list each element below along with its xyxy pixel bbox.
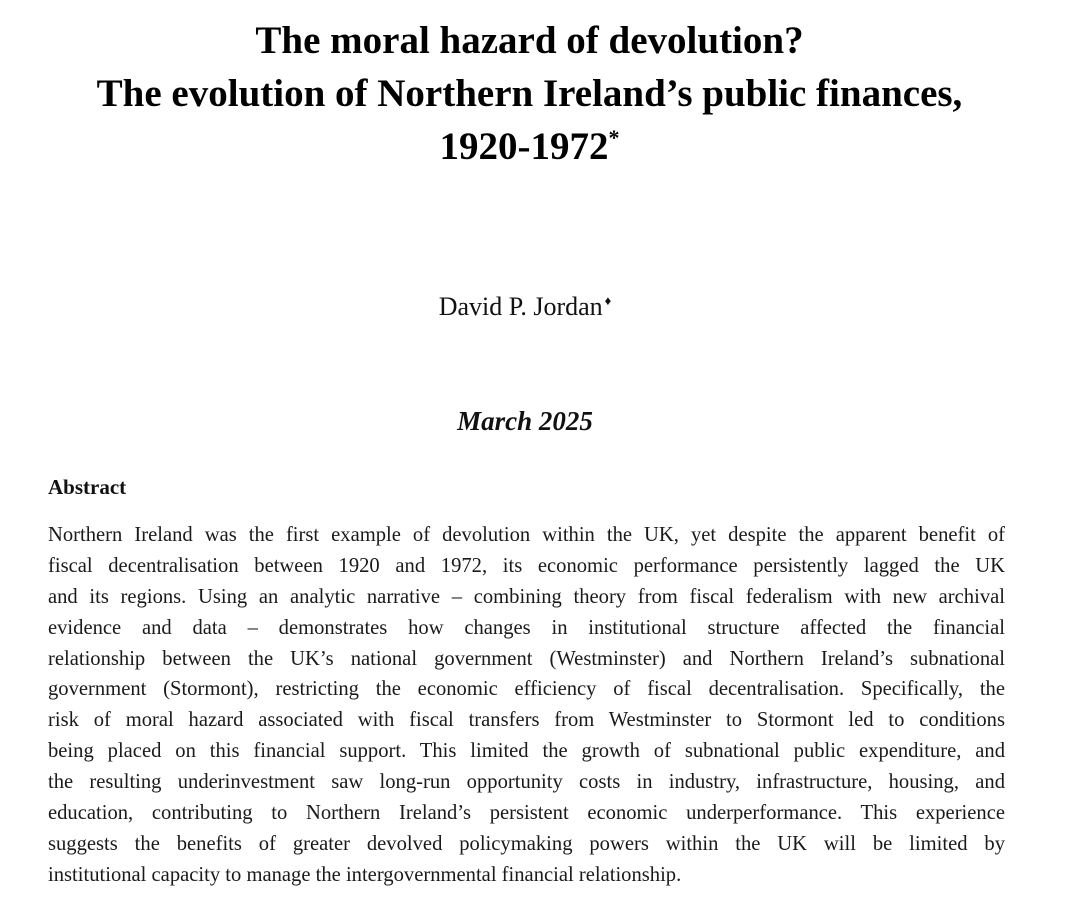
publication-date: March 2025 [457, 406, 593, 436]
abstract-line: being placed on this financial support. This limited the growth of subnational public expenditure, and [48, 740, 1005, 763]
abstract-line: education, contributing to Northern Ireland’s persistent economic underperformance. This experience [48, 802, 1005, 825]
author-name [0, 290, 1050, 324]
title-line-3 [0, 120, 1059, 173]
title-line-1: The moral hazard of devolution? [255, 19, 804, 62]
title-line-2: The evolution of Northern Ireland’s public finances, [96, 72, 963, 115]
author-footnote-marker[interactable]: ♦ [604, 293, 612, 309]
abstract-line: Northern Ireland was the first example of devolution within the UK, yet despite the apparent benefit of [48, 524, 1005, 546]
title-footnote-marker[interactable]: * [608, 125, 620, 150]
abstract-line: and its regions. Using an analytic narrative – combining theory from fiscal federalism with new archival [48, 585, 1005, 608]
abstract-line: relationship between the UK’s national government (Westminster) and Northern Ireland’s subnational [48, 647, 1005, 670]
author-name-text: David P. Jordan [438, 292, 603, 321]
abstract-line-last: institutional capacity to manage the intergovernmental financial relationship. [48, 863, 682, 886]
abstract-body [48, 520, 1005, 891]
abstract-line: risk of moral hazard associated with fiscal transfers from Westminster to Stormont led to conditions [48, 709, 1005, 732]
abstract-line: government (Stormont), restricting the economic efficiency of fiscal decentralisation. Specifically, the [48, 678, 1005, 701]
abstract-heading: Abstract [48, 475, 127, 499]
paper-title [0, 14, 1059, 173]
abstract-line: the resulting underinvestment saw long-run opportunity costs in industry, infrastructure, housing, and [48, 771, 1005, 794]
abstract-line: fiscal decentralisation between 1920 and 1972, its economic performance persistently lagged the UK [48, 554, 1005, 577]
title-line-3-text: 1920-1972 [439, 125, 609, 168]
abstract-line: evidence and data – demonstrates how changes in institutional structure affected the financial [48, 616, 1005, 639]
abstract-line: suggests the benefits of greater devolved policymaking powers within the UK will be limited by [48, 832, 1005, 855]
